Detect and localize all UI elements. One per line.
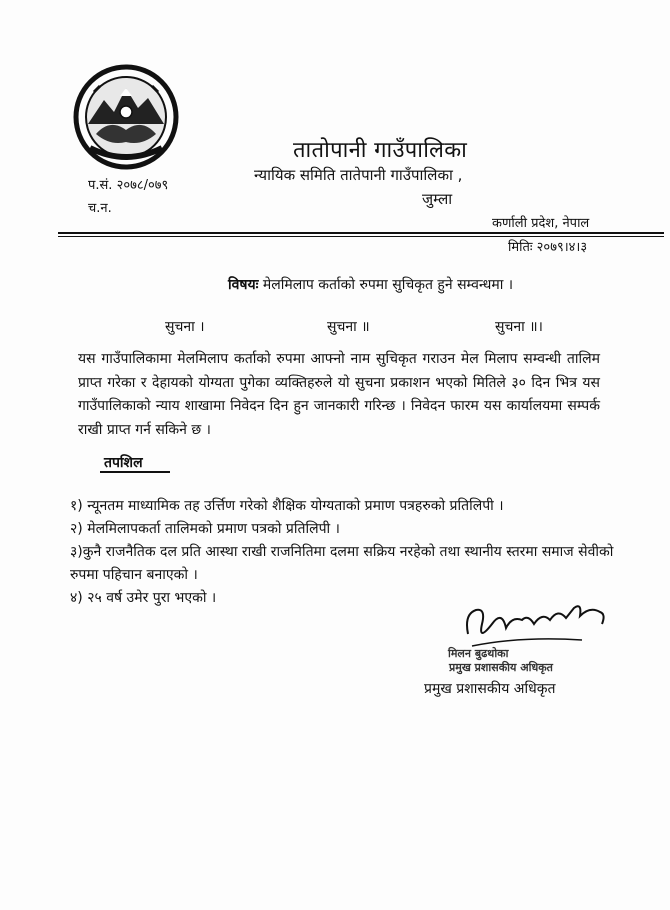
subject-text: मेलमिलाप कर्ताको रुपमा सुचिकृत हुने सम्वन्धमा ।: [262, 277, 514, 293]
list-item: ४) २५ वर्ष उमेर पुरा भएको ।: [70, 590, 217, 606]
signatory-designation: प्रमुख प्रशासकीय अधिकृत: [424, 681, 556, 697]
reference-number: प.सं. २०७८/०७९: [88, 178, 169, 193]
office-name: तातोपानी गाउँपालिका: [293, 138, 468, 163]
notice-heading-3: सुचना ॥।: [495, 319, 543, 335]
list-item: २) मेलमिलापकर्ता तालिमको प्रमाण पत्रको प्रतिलिपी ।: [70, 521, 340, 537]
subject-label: विषयः: [228, 277, 259, 293]
subject-line: [228, 275, 513, 294]
district-name: जुम्ला: [422, 190, 453, 208]
letter-date: मितिः २०७९।४।३: [508, 240, 588, 255]
heading-underline: [100, 471, 170, 473]
details-heading: तपशिल: [104, 455, 143, 471]
signature: [462, 594, 622, 654]
committee-name: न्यायिक समिति तातेपानी गाउँपालिका ,: [254, 166, 463, 184]
notice-heading-2: सुचना ॥: [327, 319, 370, 335]
dispatch-number: च.न.: [88, 201, 112, 216]
list-item: ३)कुनै राजनैतिक दल प्रति आस्था राखी राजनितिमा दलमा सक्रिय नरहेको तथा स्थानीय स्तरमा समाज सेवीको रुपमा पहिचान बनाएको ।: [70, 544, 614, 583]
stamp-title: प्रमुख प्रशासकीय अधिकृत: [449, 661, 553, 674]
header-divider: [58, 232, 664, 234]
notice-heading-1: सुचना ।: [165, 319, 205, 335]
emblem-icon: [70, 62, 182, 172]
signatory-name: मिलन बुढथोका: [448, 647, 509, 660]
requirements-list: [70, 495, 620, 610]
body-paragraph: यस गाउँपालिकामा मेलमिलाप कर्ताको रुपमा आफ्नो नाम सुचिकृत गराउन मेल मिलाप सम्वन्धी तालिम प्राप्त गरेका र देहायको योग्यता पुगेका व्यक्तिहरुले यो सुचना प्रकाशन भएको मितिले ३० दिन भित्र यस गाउँपालिकाको न्याय शाखामा निवेदन दिन हुन जानकारी गरिन्छ । निवेदन फारम यस कार्यालयमा सम्पर्क राखी प्राप्त गर्न सकिने छ ।: [78, 351, 600, 438]
province-address: कर्णाली प्रदेश, नेपाल: [492, 216, 590, 231]
list-item: १) न्यूनतम माध्यामिक तह उर्त्तिण गरेको शैक्षिक योग्यताको प्रमाण पत्रहरुको प्रतिलिपी ।: [70, 498, 504, 514]
